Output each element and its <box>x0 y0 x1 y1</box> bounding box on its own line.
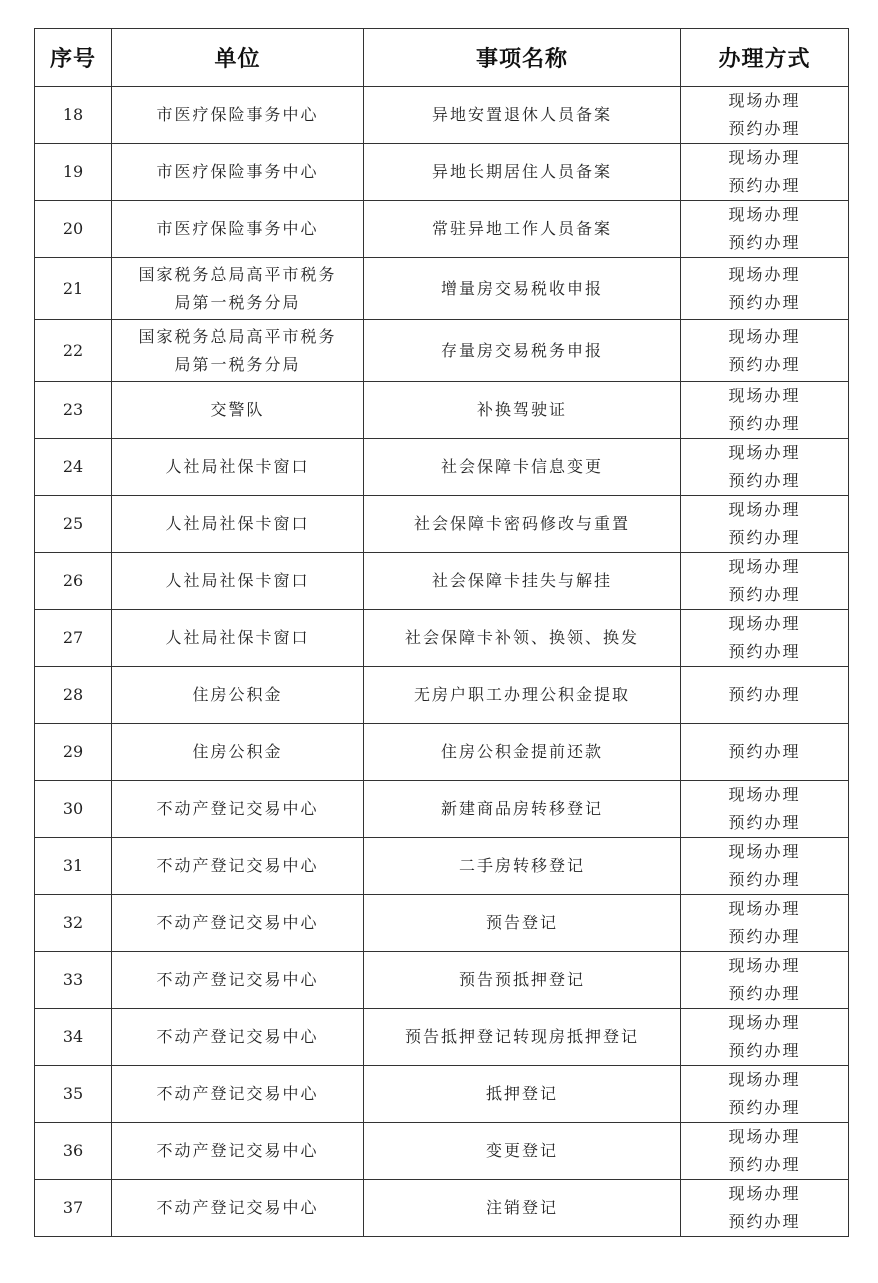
cell-method <box>681 781 849 838</box>
cell-unit <box>112 439 364 496</box>
method-line: 现场办理 <box>728 1127 801 1146</box>
table-row <box>35 258 849 320</box>
method-line: 现场办理 <box>728 899 801 918</box>
table-row <box>35 201 849 258</box>
cell-number: 22 <box>35 320 112 382</box>
unit-line: 人社局社保卡窗口 <box>165 571 310 590</box>
method-line: 现场办理 <box>728 500 801 519</box>
table-row <box>35 1123 849 1180</box>
table-row <box>35 496 849 553</box>
unit-line: 不动产登记交易中心 <box>156 856 319 875</box>
cell-item: 异地安置退休人员备案 <box>364 87 681 144</box>
cell-method <box>681 496 849 553</box>
unit-line: 市医疗保险事务中心 <box>156 105 319 124</box>
cell-item: 注销登记 <box>364 1180 681 1237</box>
cell-method <box>681 258 849 320</box>
header-no: 序号 <box>35 29 112 87</box>
cell-item: 变更登记 <box>364 1123 681 1180</box>
method-line: 现场办理 <box>728 148 801 167</box>
cell-item: 社会保障卡密码修改与重置 <box>364 496 681 553</box>
method-line: 现场办理 <box>728 264 801 284</box>
cell-unit <box>112 201 364 258</box>
cell-number: 25 <box>35 496 112 553</box>
method-line: 现场办理 <box>728 91 801 110</box>
unit-line: 局第一税务分局 <box>174 354 301 374</box>
unit-line: 不动产登记交易中心 <box>156 1198 319 1217</box>
table-row <box>35 838 849 895</box>
table-row <box>35 439 849 496</box>
table-row <box>35 610 849 667</box>
method-line: 预约办理 <box>728 813 801 832</box>
unit-line: 人社局社保卡窗口 <box>165 457 310 476</box>
method-line: 预约办理 <box>728 354 801 374</box>
table-row <box>35 781 849 838</box>
cell-method <box>681 667 849 724</box>
cell-item: 异地长期居住人员备案 <box>364 144 681 201</box>
cell-number: 19 <box>35 144 112 201</box>
unit-line: 国家税务总局高平市税务 <box>138 326 337 346</box>
table-row <box>35 87 849 144</box>
table-row <box>35 1009 849 1066</box>
method-line: 现场办理 <box>728 386 801 405</box>
cell-unit <box>112 724 364 781</box>
header-method: 办理方式 <box>681 29 849 87</box>
cell-method <box>681 144 849 201</box>
method-line: 现场办理 <box>728 614 801 633</box>
cell-method <box>681 838 849 895</box>
cell-item: 常驻异地工作人员备案 <box>364 201 681 258</box>
cell-unit <box>112 610 364 667</box>
unit-line: 人社局社保卡窗口 <box>165 514 310 533</box>
table-row <box>35 144 849 201</box>
method-line: 预约办理 <box>728 742 801 761</box>
cell-item: 无房户职工办理公积金提取 <box>364 667 681 724</box>
method-line: 预约办理 <box>728 1155 801 1174</box>
method-line: 预约办理 <box>728 233 801 252</box>
cell-unit <box>112 838 364 895</box>
cell-method <box>681 724 849 781</box>
table-body <box>35 87 849 1237</box>
unit-line: 不动产登记交易中心 <box>156 1027 319 1046</box>
cell-number: 36 <box>35 1123 112 1180</box>
table-row <box>35 952 849 1009</box>
unit-line: 市医疗保险事务中心 <box>156 219 319 238</box>
cell-number: 24 <box>35 439 112 496</box>
service-items-table <box>34 28 849 1237</box>
method-line: 预约办理 <box>728 685 801 704</box>
method-line: 现场办理 <box>728 785 801 804</box>
unit-line: 国家税务总局高平市税务 <box>138 264 337 284</box>
method-line: 预约办理 <box>728 528 801 547</box>
method-line: 预约办理 <box>728 176 801 195</box>
cell-item: 存量房交易税务申报 <box>364 320 681 382</box>
cell-item: 抵押登记 <box>364 1066 681 1123</box>
cell-unit <box>112 952 364 1009</box>
cell-number: 34 <box>35 1009 112 1066</box>
cell-unit <box>112 1066 364 1123</box>
cell-unit <box>112 144 364 201</box>
cell-number: 32 <box>35 895 112 952</box>
table-row <box>35 895 849 952</box>
header-unit: 单位 <box>112 29 364 87</box>
cell-number: 26 <box>35 553 112 610</box>
cell-method <box>681 87 849 144</box>
method-line: 预约办理 <box>728 1212 801 1231</box>
table-row <box>35 553 849 610</box>
unit-line: 局第一税务分局 <box>174 292 301 312</box>
cell-item: 社会保障卡挂失与解挂 <box>364 553 681 610</box>
method-line: 预约办理 <box>728 1041 801 1060</box>
cell-item: 预告抵押登记转现房抵押登记 <box>364 1009 681 1066</box>
unit-line: 不动产登记交易中心 <box>156 1141 319 1160</box>
cell-number: 23 <box>35 382 112 439</box>
cell-number: 20 <box>35 201 112 258</box>
cell-method <box>681 1066 849 1123</box>
cell-number: 18 <box>35 87 112 144</box>
cell-method <box>681 553 849 610</box>
cell-unit <box>112 258 364 320</box>
cell-unit <box>112 496 364 553</box>
method-line: 预约办理 <box>728 471 801 490</box>
cell-method <box>681 1180 849 1237</box>
method-line: 现场办理 <box>728 842 801 861</box>
cell-method <box>681 1123 849 1180</box>
unit-line: 不动产登记交易中心 <box>156 799 319 818</box>
cell-unit <box>112 781 364 838</box>
method-line: 预约办理 <box>728 642 801 661</box>
cell-unit <box>112 1180 364 1237</box>
unit-line: 人社局社保卡窗口 <box>165 628 310 647</box>
method-line: 预约办理 <box>728 870 801 889</box>
cell-item: 预告登记 <box>364 895 681 952</box>
method-line: 现场办理 <box>728 1184 801 1203</box>
cell-item: 社会保障卡信息变更 <box>364 439 681 496</box>
method-line: 预约办理 <box>728 292 801 312</box>
method-line: 现场办理 <box>728 1070 801 1089</box>
cell-item: 住房公积金提前还款 <box>364 724 681 781</box>
unit-line: 住房公积金 <box>192 742 283 761</box>
cell-method <box>681 201 849 258</box>
unit-line: 市医疗保险事务中心 <box>156 162 319 181</box>
cell-item: 补换驾驶证 <box>364 382 681 439</box>
method-line: 预约办理 <box>728 984 801 1003</box>
cell-unit <box>112 553 364 610</box>
cell-item: 社会保障卡补领、换领、换发 <box>364 610 681 667</box>
table-row <box>35 724 849 781</box>
cell-item: 增量房交易税收申报 <box>364 258 681 320</box>
method-line: 现场办理 <box>728 956 801 975</box>
table-row <box>35 1066 849 1123</box>
cell-unit <box>112 87 364 144</box>
method-line: 现场办理 <box>728 1013 801 1032</box>
cell-method <box>681 439 849 496</box>
unit-line: 不动产登记交易中心 <box>156 970 319 989</box>
unit-line: 交警队 <box>210 400 265 419</box>
method-line: 预约办理 <box>728 414 801 433</box>
method-line: 预约办理 <box>728 119 801 138</box>
cell-number: 29 <box>35 724 112 781</box>
cell-item: 二手房转移登记 <box>364 838 681 895</box>
method-line: 现场办理 <box>728 326 801 346</box>
unit-line: 不动产登记交易中心 <box>156 913 319 932</box>
cell-number: 37 <box>35 1180 112 1237</box>
cell-unit <box>112 1123 364 1180</box>
cell-number: 35 <box>35 1066 112 1123</box>
table-row <box>35 667 849 724</box>
method-line: 现场办理 <box>728 557 801 576</box>
cell-method <box>681 382 849 439</box>
cell-unit <box>112 320 364 382</box>
table-row <box>35 1180 849 1237</box>
cell-unit <box>112 1009 364 1066</box>
cell-number: 30 <box>35 781 112 838</box>
cell-number: 27 <box>35 610 112 667</box>
cell-number: 28 <box>35 667 112 724</box>
header-row <box>35 29 849 87</box>
method-line: 预约办理 <box>728 927 801 946</box>
cell-method <box>681 610 849 667</box>
cell-number: 31 <box>35 838 112 895</box>
cell-number: 33 <box>35 952 112 1009</box>
table-row <box>35 320 849 382</box>
method-line: 现场办理 <box>728 205 801 224</box>
cell-unit <box>112 895 364 952</box>
cell-method <box>681 952 849 1009</box>
header-item: 事项名称 <box>364 29 681 87</box>
cell-method <box>681 895 849 952</box>
cell-item: 预告预抵押登记 <box>364 952 681 1009</box>
cell-item: 新建商品房转移登记 <box>364 781 681 838</box>
cell-method <box>681 320 849 382</box>
cell-method <box>681 1009 849 1066</box>
table-row <box>35 382 849 439</box>
method-line: 预约办理 <box>728 585 801 604</box>
cell-unit <box>112 667 364 724</box>
unit-line: 不动产登记交易中心 <box>156 1084 319 1103</box>
unit-line: 住房公积金 <box>192 685 283 704</box>
method-line: 预约办理 <box>728 1098 801 1117</box>
cell-number: 21 <box>35 258 112 320</box>
method-line: 现场办理 <box>728 443 801 462</box>
cell-unit <box>112 382 364 439</box>
